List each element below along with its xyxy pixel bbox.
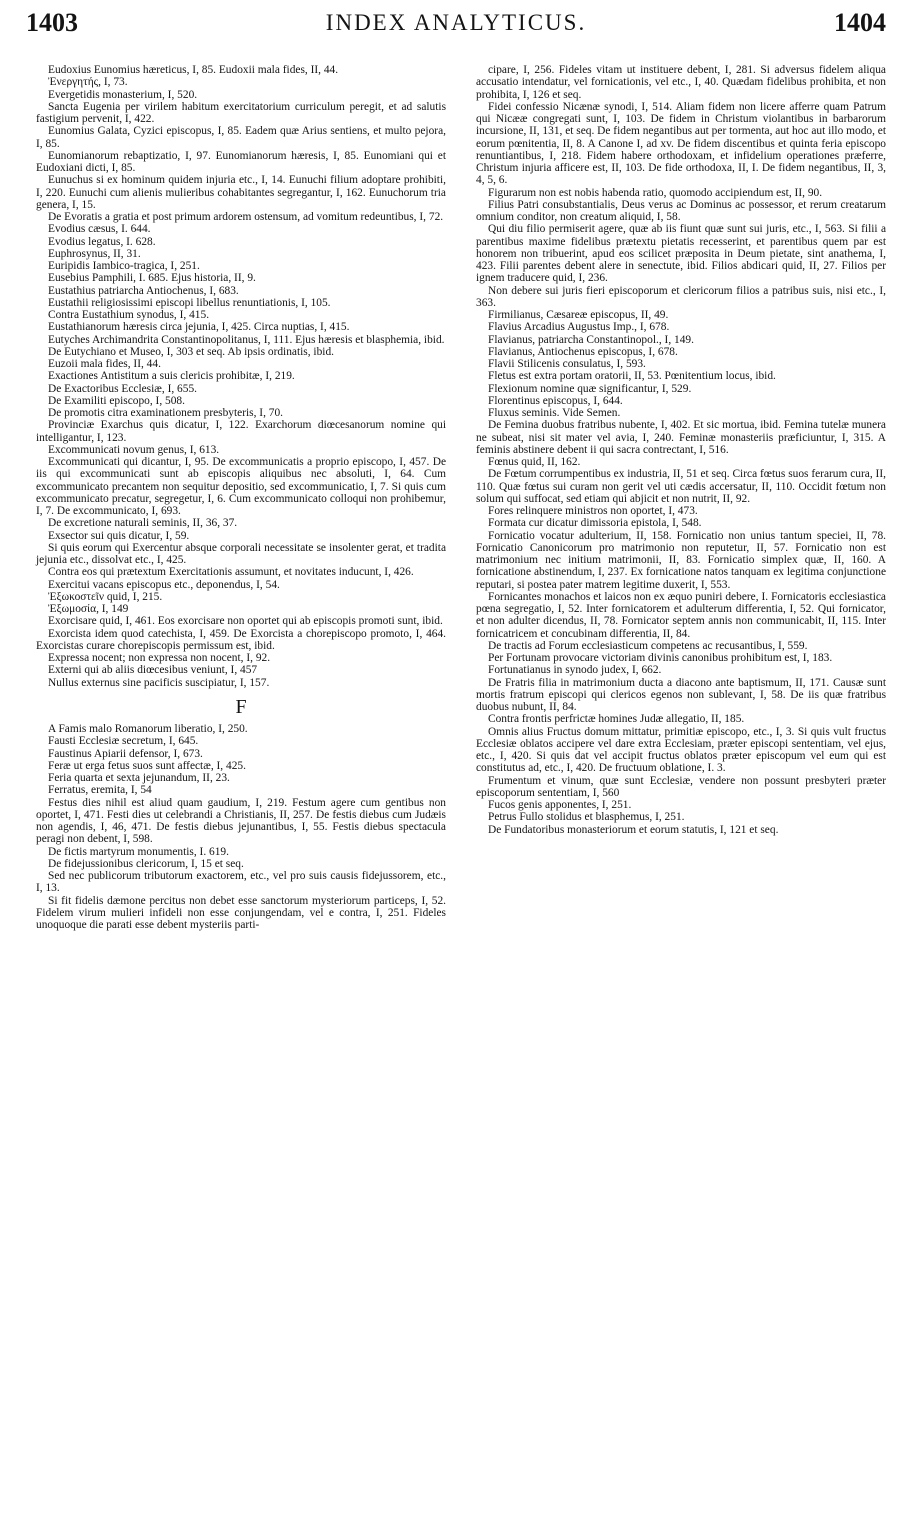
- index-entry: Contra Eustathium synodus, I, 415.: [48, 309, 210, 321]
- index-entry: Euripidis Iambico-tragica, I, 251.: [48, 260, 200, 272]
- index-entry: Exsector sui quis dicatur, I, 59.: [48, 529, 190, 542]
- index-entry: Flavianus, patriarcha Constantinopol., I, 149.: [488, 333, 694, 346]
- index-entry: Eunomius Galata, Cyzici episcopus, I, 85. Eadem quæ Arius sentiens, et multo pejora, I, 85.: [36, 125, 446, 150]
- index-entry: Fidei confessio Nicænæ synodi, I, 514. Aliam fidem non licere afferre quam Patrum qui Nicææ congregati sunt, I, 103. De fidem in Christum violantibus in barbarorum incursione, II, 131, et seq. De fidem negantibus aut per tormenta, aut hoc aut illo modo, et eorum pœnitentia, II, 8. A Canone I, ad xv. De fidem discentibus et quinta feria episcopo renuntiantibus, I, 218. Fidem habere orthodoxam, et infidelium operationes præferre, Christum injuria afficere est, II, 103. De fide orthodoxa, II, I. De fidem negantibus, II, 3, 4, 5, 6.: [476, 100, 886, 187]
- index-entry: Eusebius Pamphili, I. 685. Ejus historia, II, 9.: [48, 272, 256, 285]
- index-entry: Exorcisare quid, I, 461. Eos exorcisare non oportet qui ab episcopis promoti sunt, ibid.: [48, 615, 443, 628]
- index-entry: Flavii Stilicenis consulatus, I, 593.: [488, 358, 646, 370]
- left-column: [36, 64, 446, 931]
- index-entry: Eustathius patriarcha Antiochenus, I, 683.: [48, 284, 239, 297]
- index-entry: Fluxus seminis. Vide Semen.: [488, 407, 621, 419]
- index-entry: Nullus externus sine pacificis suscipiatur, I, 157.: [48, 676, 270, 689]
- index-entry: Ἐνεργητής, I, 73.: [48, 76, 128, 89]
- index-entry: Frumentum et vinum, quæ sunt Ecclesiæ, vendere non possunt presbyteri præter episcoporum sententiam, I, 560: [476, 774, 886, 799]
- index-entry: De Eutychiano et Museo, I, 303 et seq. Ab ipsis ordinatis, ibid.: [48, 345, 334, 358]
- index-entry: Evodius legatus, I. 628.: [48, 235, 156, 248]
- index-entry: Euzoii mala fides, II, 44.: [48, 358, 161, 370]
- index-entry: Festus dies nihil est aliud quam gaudium, I, 219. Festum agere cum gentibus non oportet, I, 471. Festi dies ut celebrandi a Christianis, II, 257. De festis diebus cum Judæis non agendis, I, 46, 471. De festis diebus jejunantibus, I, 55. Festis diebus spectacula peragi non debent, I, 598.: [36, 796, 446, 846]
- index-entry: Per Fortunam provocare victoriam divinis canonibus prohibitum est, I, 183.: [488, 652, 833, 664]
- index-entry: Externi qui ab aliis diœcesibus veniunt, I, 457: [48, 664, 258, 677]
- index-entry: De Examiliti episcopo, I, 508.: [48, 394, 185, 407]
- index-entry: Non debere sui juris fieri episcoporum et clericorum filios a patribus suis, nisi etc., I, 363.: [476, 284, 886, 309]
- index-entry: Si fit fidelis dæmone percitus non debet esse sanctorum mysteriorum particeps, I, 52. Fidelem virum mulieri infideli non esse conjungendam, vel e contra, I, 251. Fideles unoquoque die parati esse debent mysteriis parti-: [36, 894, 446, 931]
- index-entry: Evodius cæsus, I. 644.: [48, 223, 151, 236]
- index-entry: De promotis citra examinationem presbyteris, I, 70.: [48, 407, 284, 419]
- index-entry: De Exactoribus Ecclesiæ, I, 655.: [48, 382, 197, 395]
- index-entry: Fornicantes monachos et laicos non ex æquo puniri debere, I. Fornicatoris ecclesiastica pœna segregatio, I, 52. Inter fornicatorem et adulterum differentia, I, 52. Qui fornicator, et non adulter dicendus, II, 78. Fornicator septem annis non communicabit, II, 115. Inter fornicatricem et concubinam differentia, II, 84.: [476, 590, 886, 640]
- index-entry: cipare, I, 256. Fideles vitam ut instituere debent, I, 281. Si adversus fidelem aliqua accusatio intendatur, vel fornicationis, vel etc., I, 40. Quædam fidelibus prohibita, et non prohibita, I, 126 et seq.: [476, 64, 886, 101]
- index-entry: Formata cur dicatur dimissoria epistola, I, 548.: [488, 517, 702, 530]
- index-entry: Figurarum non est nobis habenda ratio, quomodo accipiendum est, II, 90.: [488, 186, 823, 199]
- index-entry: De fictis martyrum monumentis, I. 619.: [48, 845, 229, 858]
- index-entry: Fornicatio vocatur adulterium, II, 158. Fornicatio non unius tantum speciei, II, 78. Fornicatio Canonicorum pro matrimonio non reputetur, II, 57. Fornicatio non est matrimonium nec initium matrimonii, II, 83. Fornicatio simplex quæ, II, 160. A fornicatione abstinendum, I, 237. Ex fornicatione natos tanquam ex legitima conjunctione reputari, si postea pater matrem legitime duxerit, I, 553.: [476, 529, 886, 591]
- index-entry: Euphrosynus, II, 31.: [48, 247, 141, 260]
- index-entry: Fores relinquere ministros non oportet, I, 473.: [488, 505, 698, 517]
- index-entry: Eunuchus si ex hominum quidem injuria etc., I, 14. Eunuchi filium adoptare prohibiti, I, 220. Eunuchi cum alienis mulieribus cohabitantes segregantur, I, 162. Eunuchorum tria genera, I, 15.: [36, 174, 446, 211]
- index-entry: Petrus Fullo stolidus et blasphemus, I, 251.: [488, 811, 685, 824]
- index-entry: Fausti Ecclesiæ secretum, I, 645.: [48, 735, 199, 748]
- index-entry: Eustathianorum hæresis circa jejunia, I, 425. Circa nuptias, I, 415.: [48, 321, 350, 334]
- index-entry: Sancta Eugenia per virilem habitum exercitatorium curriculum peregit, et ad salutis fastigium pervenit, I, 422.: [36, 100, 446, 125]
- page-header: [26, 8, 886, 42]
- index-entry: Expressa nocent; non expressa non nocent, I, 92.: [48, 652, 271, 664]
- index-entry: De Fœtum corrumpentibus ex industria, II, 51 et seq. Circa fœtus suos ferarum cura, II, 110. Quæ fœtus sui curam non gerit vel uti cædis accersatur, II, 110. Occidit fœtum non solum qui suffocat, sed etiam qui abjicit et non nutrit, II, 92.: [476, 468, 886, 505]
- index-entry: Provinciæ Exarchus quis dicatur, I, 122. Exarchorum diœcesanorum nomine qui intelligantur, I, 123.: [36, 419, 446, 444]
- index-entry: Florentinus episcopus, I, 644.: [488, 394, 623, 407]
- index-entry: Fortunatianus in synodo judex, I, 662.: [488, 664, 662, 677]
- index-entry: Firmilianus, Cæsareæ episcopus, II, 49.: [488, 309, 669, 321]
- index-entry: Fucos genis apponentes, I, 251.: [488, 799, 632, 811]
- index-entry: De excretione naturali seminis, II, 36, 37.: [48, 517, 238, 530]
- index-entry: Ἐξωκοστεῖν quid, I, 215.: [48, 590, 163, 603]
- index-entry: Feræ ut erga fetus suos sunt affectæ, I, 425.: [48, 759, 246, 772]
- index-entry: Qui diu filio permiserit agere, quæ ab iis fiunt quæ sunt sui juris, etc., I, 563. Si filii a parentibus maxime fidelibus prætextu pietatis recesserint, et parentibus quem par est honorem non tribuerint, apud eos scilicet præposita in Deum pietate, sint anathema, I, 423. Filii parentes debent alere in senectute, ibid. Filios abdicari quid, II, 27. Filios per ignem traducere quid, I, 236.: [476, 223, 886, 285]
- index-entry: De Evoratis a gratia et post primum ardorem ostensum, ad vomitum redeuntibus, I, 72.: [48, 211, 444, 223]
- index-entry: Fletus est extra portam oratorii, II, 53. Pœnitentium locus, ibid.: [488, 370, 776, 383]
- right-column: [476, 64, 886, 836]
- index-entry: De Fratris filia in matrimonium ducta a diacono ante baptismum, II, 171. Causæ sunt mortis fratrum episcopi qui clericos egenos non sublevant, I, 58. De iis quæ fratribus duobus nubunt, II, 84.: [476, 676, 886, 713]
- index-entry: Ἐξωμοσία, I, 149: [48, 603, 129, 615]
- index-entry: Flexionum nomine quæ significantur, I, 529.: [488, 382, 692, 395]
- index-entry: Eudoxius Eunomius hæreticus, I, 85. Eudoxii mala fides, II, 44.: [48, 64, 339, 76]
- index-entry: Flavius Arcadius Augustus Imp., I, 678.: [488, 321, 670, 334]
- index-entry: Feria quarta et sexta jejunandum, II, 23.: [48, 772, 230, 784]
- index-entry: Omnis alius Fructus domum mittatur, primitiæ episcopo, etc., I, 3. Si quis vult fructus Ecclesiæ oblatos accipere vel dare extra Ecclesiam, præter episcopi sententiam, vel ejus, etc., I, 420. Si quis dat vel accipit fructus oblatos præter episcopum vel eum qui est constitutus ad, etc., I, 420. De fructuum oblatione, I. 3.: [476, 725, 886, 775]
- index-entry: Exercitui vacans episcopus etc., deponendus, I, 54.: [48, 578, 280, 591]
- index-entry: Excommunicati novum genus, I, 613.: [48, 443, 220, 456]
- index-entry: Evergetidis monasterium, I, 520.: [48, 88, 198, 101]
- index-entry: Eustathii religiosissimi episcopi libellus renuntiationis, I, 105.: [48, 296, 331, 309]
- index-entry: De Fundatoribus monasteriorum et eorum statutis, I, 121 et seq.: [488, 823, 779, 836]
- index-entry: Si quis eorum qui Exercentur absque corporali necessitate se insolenter gerat, et tradita jejunia etc., dissolvat etc., I, 425.: [36, 541, 446, 566]
- index-entry: Ferratus, eremita, I, 54: [48, 784, 152, 797]
- index-entry: A Famis malo Romanorum liberatio, I, 250.: [48, 723, 248, 735]
- index-entry: Fœnus quid, II, 162.: [488, 456, 581, 468]
- section-letter: F: [235, 695, 247, 718]
- index-entry: Faustinus Apiarii defensor, I, 673.: [48, 747, 203, 760]
- index-entry: Contra eos qui prætextum Exercitationis assumunt, et novitates inducunt, I, 426.: [48, 566, 414, 579]
- index-entry: De tractis ad Forum ecclesiasticum competens ac recusantibus, I, 559.: [488, 639, 808, 652]
- index-entry: Contra frontis perfrictæ homines Judæ allegatio, II, 185.: [488, 713, 745, 726]
- index-entry: Eunomianorum rebaptizatio, I, 97. Eunomianorum hæresis, I, 85. Eunomiani qui et Eudoxiani dicti, I, 85.: [36, 149, 446, 174]
- running-title: INDEX ANALYTICUS.: [325, 10, 587, 35]
- page-number-right: 1404: [834, 8, 886, 37]
- index-entry: Exorcista idem quod catechista, I, 459. De Exorcista a chorepiscopo promoto, I, 464. Exorcistas curare chorepiscopis permissum est, ibid.: [36, 627, 446, 652]
- index-entry: De Femina duobus fratribus nubente, I, 402. Et sic mortua, ibid. Femina tutelæ munera ne subeat, nisi sit mater vel avia, I, 240. Feminæ monasteriis præficiuntur, I, 315. A feminis abstinere debent ii qui sacra contrectant, I, 516.: [476, 419, 886, 456]
- index-entry: Eutyches Archimandrita Constantinopolitanus, I, 111. Ejus hæresis et blasphemia, ibid.: [48, 333, 445, 346]
- index-entry: Sed nec publicorum tributorum exactorem, etc., vel pro suis causis fidejussorem, etc., I, 13.: [36, 870, 446, 895]
- page-number-left: 1403: [26, 8, 78, 37]
- index-entry: De fidejussionibus clericorum, I, 15 et seq.: [48, 857, 244, 870]
- index-entry: Flavianus, Antiochenus episcopus, I, 678.: [488, 345, 678, 358]
- index-entry: Excommunicati qui dicantur, I, 95. De excommunicatis a proprio episcopo, I, 457. De iis qui excommunicati sunt ab episcopis aliquibus nec absoluti, I, 64. Cum excommunicato precantem non sequitur depositio, sed excommunicatio, I, 7. Si quis cum excommunicato precatur, segregetur, I, 6. Cum excommunicato colloqui non prohibemur, I, 7. De excommunicato, I, 693.: [36, 456, 446, 517]
- index-entry: Filius Patri consubstantialis, Deus verus ac Dominus ac possessor, et rerum creatarum omnium conditor, non creatum aliquid, I, 58.: [476, 198, 886, 223]
- index-entry: Exactiones Antistitum a suis clericis prohibitæ, I, 219.: [48, 370, 295, 383]
